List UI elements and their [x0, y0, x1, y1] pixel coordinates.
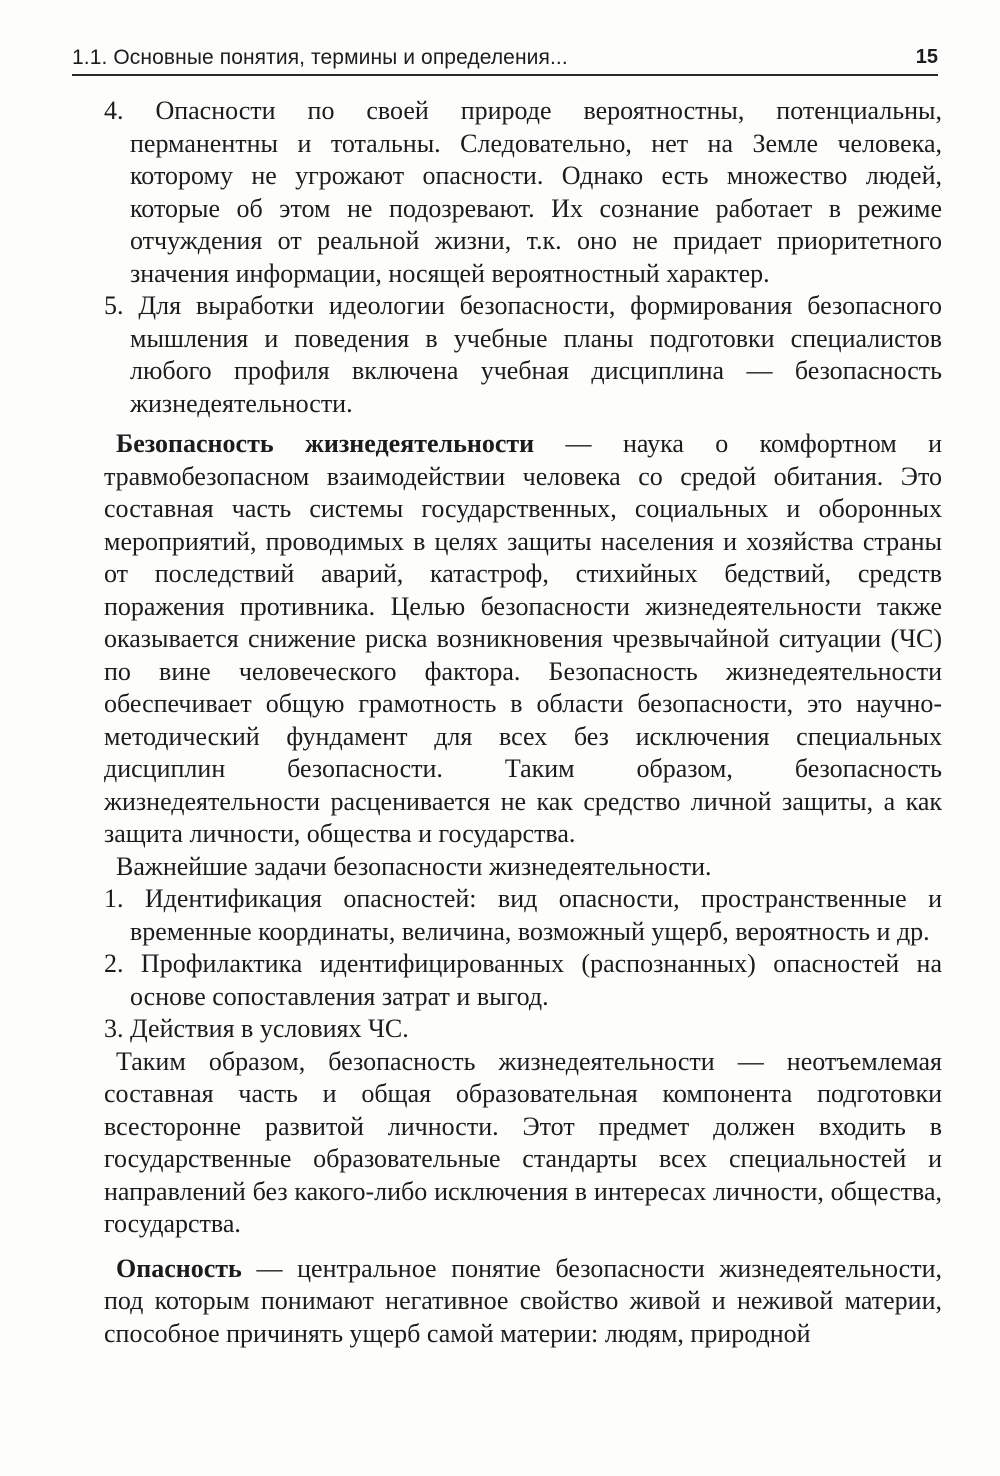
term-danger: Опасность [116, 1253, 242, 1283]
paragraph-text: — центральное понятие безопасности жизнедеятельности, под которым понимают негативное свойство живой и неживой материи, способное причинять ущерб самой материи: людям, природной [104, 1253, 942, 1348]
page-body [104, 95, 942, 1350]
paragraph-conclusion: Таким образом, безопасность жизнедеятельности — неотъемлемая составная часть и общая образовательная компонента подготовки всесторонне развитой личности. Этот предмет должен входить в государственные образовательные стандарты всех специальностей и направлений без какого-либо исключения в интересах личности, общества, государства. [104, 1046, 942, 1238]
tasks-intro: Важнейшие задачи безопасности жизнедеятельности. [116, 851, 712, 881]
task-item-3: 3. Действия в условиях ЧС. [104, 1014, 409, 1043]
paragraph-danger-definition [104, 1253, 942, 1351]
paragraph-life-safety-definition [104, 428, 942, 851]
section-title: 1.1. Основные понятия, термины и определения... [72, 46, 568, 69]
list-item-5: 5. Для выработки идеологии безопасности, формирования безопасного мышления и поведения в учебные планы подготовки специалистов любого профиля включена учебная дисциплина — безопасность жизнедеятельности. [104, 291, 942, 418]
term-life-safety: Безопасность жизнедеятельности [116, 429, 535, 458]
list-item-4: 4. Опасности по своей природе вероятностны, потенциальны, перманентны и тотальны. Следовательно, нет на Земле человека, которому не угрожают опасности. Однако есть множество людей, которые об этом не подозревают. Их сознание работает в режиме отчуждения от реальной жизни, т.к. оно не придает приоритетного значения информации, носящей вероятностный характер. [104, 96, 942, 288]
task-item-2: 2. Профилактика идентифицированных (распознанных) опасностей на основе сопоставления затрат и выгод. [104, 949, 942, 1011]
page-number: 15 [915, 46, 938, 68]
running-header [72, 38, 938, 76]
task-item-1: 1. Идентификация опасностей: вид опасности, пространственные и временные координаты, величина, возможный ущерб, вероятность и др. [104, 884, 942, 946]
paragraph-text: — наука о комфортном и травмобезопасном взаимодействии человека со средой обитания. Это составная часть системы государственных, социальных и оборонных мероприятий, проводимых в целях защиты населения и хозяйства страны от последствий аварий, катастроф, стихийных бедствий, средств поражения противника. Целью безопасности жизнедеятельности также оказывается снижение риска возникновения чрезвычайной ситуации (ЧС) по вине человеческого фактора. Безопасность жизнедеятельности обеспечивает общую грамотность в области безопасности, это научно-методический фундамент для всех без исключения специальных дисциплин безопасности. Таким образом, безопасность жизнедеятельности расценивается не как средство личной защиты, а как защита личности, общества и государства. [104, 429, 942, 848]
